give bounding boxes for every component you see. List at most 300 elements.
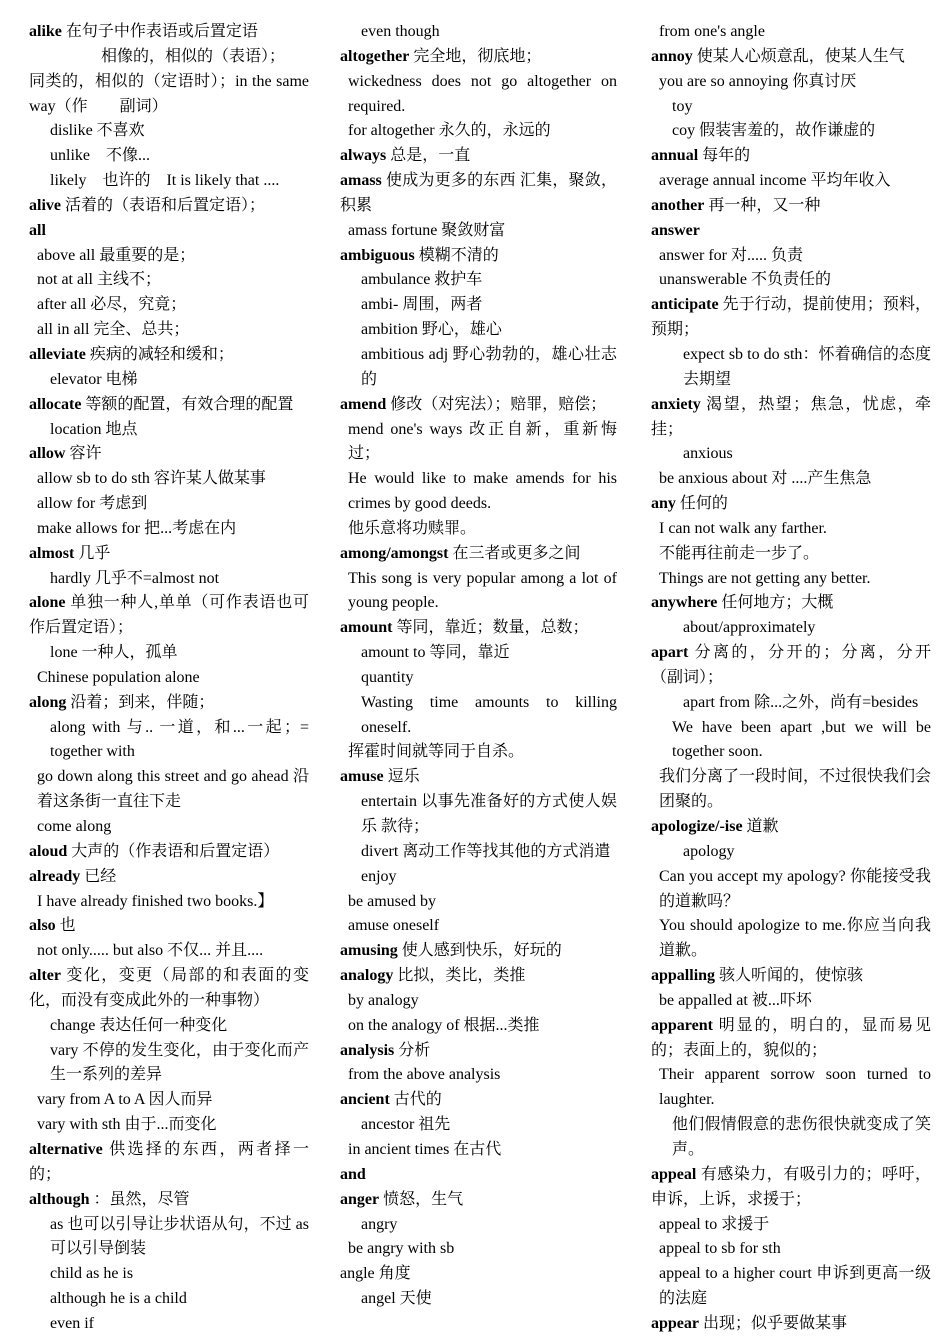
definition: He would like to make amends for his crimes by good deeds. [348, 470, 617, 513]
entry-line [651, 567, 931, 592]
entry-line [29, 666, 309, 691]
entry-line [340, 790, 617, 840]
entry-headword-line [651, 815, 931, 840]
definition: 不能再往前走一步了。 [659, 544, 820, 562]
definition: enjoy [361, 867, 397, 885]
entry-line [340, 989, 617, 1014]
definition: 几乎 [74, 544, 111, 562]
entry-line [651, 244, 931, 269]
definition: change 表达任何一种变化 [50, 1016, 228, 1034]
definition: 渴望，热望；焦急，忧虑，牵挂； [651, 395, 931, 438]
definition: 先于行动，提前使用；预料，预期； [651, 296, 931, 339]
definition: 大声的（作表语和后置定语） [67, 842, 280, 860]
definition: 道歉 [742, 818, 779, 835]
entry-line [651, 169, 931, 194]
entry-headword-line [651, 219, 931, 244]
headword: appeal [651, 1165, 697, 1183]
entry-headword-line [29, 393, 309, 418]
definition: be appalled at 被...吓坏 [659, 991, 812, 1009]
definition: even if [50, 1314, 94, 1332]
entry-line [29, 1039, 309, 1089]
entry-headword-line [29, 1188, 309, 1213]
entry-line [651, 268, 931, 293]
entry-line [29, 119, 309, 144]
definition: be amused by [348, 892, 436, 910]
definition: ambition 野心，雄心 [361, 321, 502, 339]
headword: although [29, 1190, 90, 1208]
entry-line [29, 268, 309, 293]
definition: in ancient times 在古代 [348, 1140, 502, 1158]
headword: another [651, 196, 705, 214]
column-3 [651, 20, 931, 1337]
headword: alter [29, 967, 61, 985]
definition: as 也可以引导让步状语从句，不过 as 可以引导倒装 [50, 1215, 309, 1258]
definition: 等同，靠近；数量，总数； [392, 619, 589, 637]
entry-line [29, 492, 309, 517]
headword: alternative [29, 1140, 103, 1158]
entry-line [29, 1088, 309, 1113]
entry-line [651, 1213, 931, 1238]
entry-headword-line [340, 1188, 617, 1213]
entry-headword-line [340, 1088, 617, 1113]
headword: anticipate [651, 296, 719, 314]
entry-headword-line [29, 442, 309, 467]
headword: amuse [340, 768, 384, 786]
entry-line [340, 914, 617, 939]
definition: angel 天使 [361, 1290, 432, 1308]
headword: alike [29, 23, 62, 40]
definition: ancestor 祖先 [361, 1116, 451, 1134]
entry-line [651, 1063, 931, 1113]
definition: answer for 对..... 负责 [659, 246, 803, 264]
definition: average annual income 平均年收入 [659, 172, 891, 190]
definition: appeal to a higher court 申诉到更高一级的法庭 [659, 1265, 931, 1308]
entry-line [340, 517, 617, 542]
entry-line [29, 144, 309, 169]
definition: 变化，变更（局部的和表面的变化，而没有变成此外的一种事物） [29, 967, 309, 1009]
definition: allow sb to do sth 容许某人做某事 [37, 470, 266, 488]
column-2 [340, 20, 617, 1312]
headword: alone [29, 594, 66, 612]
definition: not at all 主线不； [37, 271, 161, 289]
definition: above all 最重要的是； [37, 246, 196, 264]
definition: 他们假情假意的悲伤很快就变成了笑声。 [672, 1116, 931, 1158]
definition: 任何地方；大概 [717, 594, 834, 612]
definition: I have already finished two books.】 [37, 892, 274, 910]
definition: 使人感到快乐，好玩的 [397, 942, 562, 960]
definition: from the above analysis [348, 1066, 501, 1084]
definition: 在三者或更多之间 [448, 544, 581, 562]
entry-line [651, 616, 931, 641]
definition: along with 与.. 一道，和...一起；= together with [50, 718, 309, 761]
definition: 愤怒，生气 [379, 1190, 464, 1208]
definition: 逗乐 [383, 768, 420, 786]
definition: lone 一种人，孤单 [50, 644, 178, 662]
definition: You should apologize to me.你应当向我道歉。 [659, 917, 931, 960]
entry-headword-line [29, 194, 309, 219]
headword: anger [340, 1190, 380, 1208]
entry-line [651, 467, 931, 492]
entry-headword-line [340, 244, 617, 269]
definition: come along [37, 818, 112, 835]
entry-headword-line [651, 1014, 931, 1064]
entry-line [651, 691, 931, 716]
headword: among/amongst [340, 544, 449, 562]
column-1 [29, 20, 309, 1337]
definition: 出现；似乎要做某事 [699, 1314, 848, 1332]
definition: not only..... but also 不仅... 并且.... [37, 942, 264, 960]
entry-line [651, 716, 931, 766]
definition: vary 不停的发生变化，由于变化而产生一系列的差异 [50, 1041, 309, 1084]
headword: appalling [651, 967, 716, 985]
entry-headword-line [340, 45, 617, 70]
entry-headword-line [651, 641, 931, 691]
entry-headword-line [651, 45, 931, 70]
definition: allow for 考虑到 [37, 495, 148, 513]
definition: likely 也许的 It is likely that .... [50, 172, 280, 190]
headword: amusing [340, 942, 398, 960]
entry-line [340, 418, 617, 468]
entry-headword-line [29, 219, 309, 244]
headword: alleviate [29, 345, 86, 363]
definition: 相像的，相似的（表语）； [101, 47, 286, 65]
entry-headword-line [651, 293, 931, 343]
entry-line [29, 890, 309, 915]
entry-line [651, 119, 931, 144]
entry-line [651, 989, 931, 1014]
definition: 骇人听闻的，使惊骇 [715, 967, 864, 985]
headword: amend [340, 395, 387, 413]
definition: 供选择的东西，两者择一的； [29, 1140, 309, 1183]
entry-line [29, 70, 309, 120]
definition: divert 离动工作等找其他的方式消遣 [361, 842, 611, 860]
definition: location 地点 [50, 420, 138, 438]
definition: 沿着；到来，伴随； [66, 693, 215, 711]
entry-line [29, 244, 309, 269]
definition: 单独一种人,单单（可作表语也可作后置定语）； [29, 594, 309, 637]
definition: about/approximately [683, 619, 816, 637]
entry-line [651, 865, 931, 915]
entry-headword-line [651, 964, 931, 989]
entry-line [651, 442, 931, 467]
definition: 总是，一直 [386, 147, 471, 165]
entry-headword-line [340, 939, 617, 964]
entry-line [340, 343, 617, 393]
definition: ambitious adj 野心勃勃的，雄心壮志的 [361, 345, 617, 388]
entry-headword-line [340, 765, 617, 790]
entry-line [29, 517, 309, 542]
headword: appear [651, 1314, 699, 1332]
entry-headword-line [340, 144, 617, 169]
definition: 修改（对宪法）；赔罪，赔偿； [386, 395, 607, 413]
entry-headword-line [29, 964, 309, 1014]
entry-line [29, 368, 309, 393]
entry-headword-line [340, 169, 617, 219]
definition: child as he is [50, 1265, 134, 1283]
entry-line [340, 865, 617, 890]
definition: although he is a child [50, 1290, 187, 1308]
definition: unanswerable 不负责任的 [659, 271, 831, 289]
headword: also [29, 917, 56, 935]
definition: 每年的 [698, 147, 751, 165]
headword: already [29, 867, 81, 885]
definition: be angry with sb [348, 1240, 455, 1258]
definition: 同类的，相似的（定语时）；in the same way（作 副词） [29, 72, 309, 115]
definition: 完全地，彻底地； [409, 47, 542, 65]
definition: 疾病的减轻和缓和； [85, 345, 234, 363]
entry-line [29, 641, 309, 666]
definition: amount to 等同，靠近 [361, 644, 510, 662]
entry-line [29, 418, 309, 443]
entry-line [340, 1262, 617, 1287]
definition: 比拟，类比，类推 [393, 967, 526, 985]
entry-headword-line [29, 691, 309, 716]
headword: all [29, 221, 46, 239]
headword: apart [651, 644, 689, 662]
entry-headword-line [29, 542, 309, 567]
headword: and [340, 1165, 366, 1183]
definition: unlike 不像... [50, 147, 150, 165]
definition: Things are not getting any better. [659, 569, 871, 587]
entry-line [340, 666, 617, 691]
entry-line [29, 1312, 309, 1337]
entry-line [29, 467, 309, 492]
definition: 明显的，明白的，显而易见的；表面上的，貌似的； [651, 1016, 931, 1059]
headword: amass [340, 172, 382, 190]
headword: analysis [340, 1041, 395, 1059]
definition: apart from 除...之外，尚有=besides [683, 693, 919, 711]
definition: 有感染力，有吸引力的；呼吁，申诉，上诉，求援于； [651, 1165, 931, 1208]
entry-line [340, 641, 617, 666]
definition: 使某人心烦意乱，使某人生气 [692, 47, 905, 65]
entry-line [29, 293, 309, 318]
entry-line [340, 467, 617, 517]
entry-line [651, 95, 931, 120]
headword: annoy [651, 47, 693, 65]
definition: vary with sth 由于...而变化 [37, 1116, 217, 1134]
entry-line [651, 765, 931, 815]
entry-line [340, 1113, 617, 1138]
definition: angry [361, 1215, 398, 1233]
entry-headword-line [651, 1163, 931, 1213]
definition: all in all 完全、总共； [37, 321, 190, 339]
headword: altogether [340, 47, 410, 65]
entry-headword-line [651, 393, 931, 443]
entry-line [340, 890, 617, 915]
definition: appeal to sb for sth [659, 1240, 781, 1258]
definition: Can you accept my apology? 你能接受我的道歉吗？ [659, 867, 931, 910]
definition: 等额的配置，有效合理的配置 [81, 395, 294, 413]
entry-headword-line [29, 591, 309, 641]
definition: angle 角度 [340, 1265, 411, 1283]
entry-line [651, 1237, 931, 1262]
definition: amass fortune 聚敛财富 [348, 221, 506, 239]
definition: make allows for 把...考虑在内 [37, 519, 237, 537]
definition: 已经 [80, 867, 117, 885]
definition: Wasting time amounts to killing oneself. [361, 693, 617, 736]
entry-headword-line [340, 964, 617, 989]
headword: allocate [29, 395, 82, 413]
entry-headword-line [29, 20, 309, 45]
definition: ambulance 救护车 [361, 271, 483, 289]
headword: answer [651, 221, 700, 239]
entry-line [340, 293, 617, 318]
headword: always [340, 147, 387, 165]
entry-line [29, 567, 309, 592]
definition: I can not walk any farther. [659, 519, 827, 537]
definition: 他乐意将功赎罪。 [348, 519, 477, 537]
definition: go down along this street and go ahead 沿着这条街一直往下走 [37, 768, 309, 811]
entry-headword-line [651, 591, 931, 616]
definition: 古代的 [389, 1091, 442, 1109]
entry-headword-line [29, 343, 309, 368]
definition: appeal to 求援于 [659, 1215, 770, 1233]
entry-line [340, 691, 617, 741]
headword: anxiety [651, 395, 701, 413]
entry-headword-line [651, 492, 931, 517]
entry-line [29, 1113, 309, 1138]
entry-line [29, 765, 309, 815]
entry-line [29, 169, 309, 194]
definition: Chinese population alone [37, 668, 200, 686]
definition: be anxious about 对 ....产生焦急 [659, 470, 872, 488]
definition: quantity [361, 668, 414, 686]
definition: from one's angle [659, 23, 765, 40]
entry-line [651, 517, 931, 542]
entry-line [29, 318, 309, 343]
definition: you are so annoying 你真讨厌 [659, 72, 857, 90]
definition: amuse oneself [348, 917, 440, 935]
headword: ancient [340, 1091, 390, 1109]
definition: expect sb to do sth：怀着确信的态度去期望 [683, 345, 931, 388]
entry-headword-line [340, 542, 617, 567]
entry-headword-line [651, 144, 931, 169]
entry-headword-line [29, 1138, 309, 1188]
entry-headword-line [651, 194, 931, 219]
entry-line [340, 1014, 617, 1039]
entry-line [651, 542, 931, 567]
definition: Their apparent sorrow soon turned to laughter. [659, 1066, 931, 1109]
entry-headword-line [651, 1312, 931, 1337]
entry-line [340, 1287, 617, 1312]
definition: 模糊不清的 [414, 246, 499, 264]
headword: apparent [651, 1016, 713, 1034]
headword: apologize/-ise [651, 818, 743, 835]
entry-line [340, 1213, 617, 1238]
definition: 在句子中作表语或后置定语 [61, 23, 258, 40]
entry-line [29, 1262, 309, 1287]
definition: 使成为更多的东西 汇集，聚敛，积累 [340, 172, 617, 214]
entry-line [651, 914, 931, 964]
entry-line [651, 1262, 931, 1312]
entry-headword-line [340, 616, 617, 641]
entry-headword-line [340, 1039, 617, 1064]
headword: along [29, 693, 67, 711]
definition: mend one's ways 改正自新，重新悔过； [348, 420, 617, 463]
definition: entertain 以事先准备好的方式使人娱乐 款待； [361, 793, 617, 835]
definition: hardly 几乎不=almost not [50, 569, 220, 587]
headword: allow [29, 445, 66, 463]
entry-line [340, 268, 617, 293]
definition: ambi- 周围，两者 [361, 296, 483, 314]
definition: dislike 不喜欢 [50, 122, 145, 140]
entry-line [651, 840, 931, 865]
headword: aloud [29, 842, 68, 860]
definition: elevator 电梯 [50, 370, 138, 388]
definition: coy 假装害羞的，故作谦虚的 [672, 122, 876, 140]
definition: 活着的（表语和后置定语）； [61, 196, 266, 214]
definition: on the analogy of 根据...类推 [348, 1016, 540, 1034]
definition: by analogy [348, 991, 419, 1009]
definition: ：虽然，尽管 [89, 1190, 190, 1208]
entry-line [340, 567, 617, 617]
headword: alive [29, 196, 61, 214]
entry-headword-line [340, 1163, 617, 1188]
entry-line [29, 716, 309, 766]
definition: wickedness does not go altogether on required. [348, 72, 617, 115]
definition: after all 必尽，究竟； [37, 296, 187, 314]
entry-line [340, 70, 617, 120]
headword: annual [651, 147, 699, 165]
headword: almost [29, 544, 75, 562]
definition: apology [683, 842, 735, 860]
definition: anxious [683, 445, 733, 463]
entry-line [340, 318, 617, 343]
definition: 我们分离了一段时间，不过很快我们会团聚的。 [659, 768, 931, 811]
definition: 也 [55, 917, 76, 935]
definition: 分析 [394, 1041, 431, 1059]
definition: This song is very popular among a lot of young people. [348, 569, 617, 612]
definition: even though [361, 23, 440, 40]
entry-line [340, 219, 617, 244]
definition: vary from A to A 因人而异 [37, 1091, 213, 1109]
entry-line [340, 1138, 617, 1163]
definition: 再一种，又一种 [704, 196, 821, 214]
entry-line [29, 815, 309, 840]
definition: for altogether 永久的，永远的 [348, 122, 551, 140]
entry-line [340, 20, 617, 45]
definition: 容许 [65, 445, 102, 463]
definition: We have been apart ,but we will be together soon. [672, 718, 931, 761]
definition: 分离的，分开的；分离，分开（副词）； [651, 644, 931, 686]
entry-line [340, 840, 617, 865]
definition: 挥霍时间就等同于自杀。 [348, 743, 525, 761]
entry-headword-line [29, 865, 309, 890]
entry-line [340, 1237, 617, 1262]
entry-headword-line [29, 914, 309, 939]
entry-line [651, 70, 931, 95]
entry-line [340, 1063, 617, 1088]
headword: ambiguous [340, 246, 415, 264]
entry-line [651, 20, 931, 45]
definition: toy [672, 97, 693, 115]
entry-line [340, 119, 617, 144]
definition: 任何的 [675, 495, 728, 513]
entry-line [651, 1113, 931, 1163]
entry-line [29, 1014, 309, 1039]
entry-line [651, 343, 931, 393]
headword: analogy [340, 967, 394, 985]
entry-headword-line [29, 840, 309, 865]
headword: amount [340, 619, 393, 637]
entry-line [29, 45, 309, 70]
headword: any [651, 495, 676, 513]
entry-line [340, 740, 617, 765]
entry-line [29, 1287, 309, 1312]
entry-headword-line [340, 393, 617, 418]
entry-line [29, 1213, 309, 1263]
entry-line [29, 939, 309, 964]
